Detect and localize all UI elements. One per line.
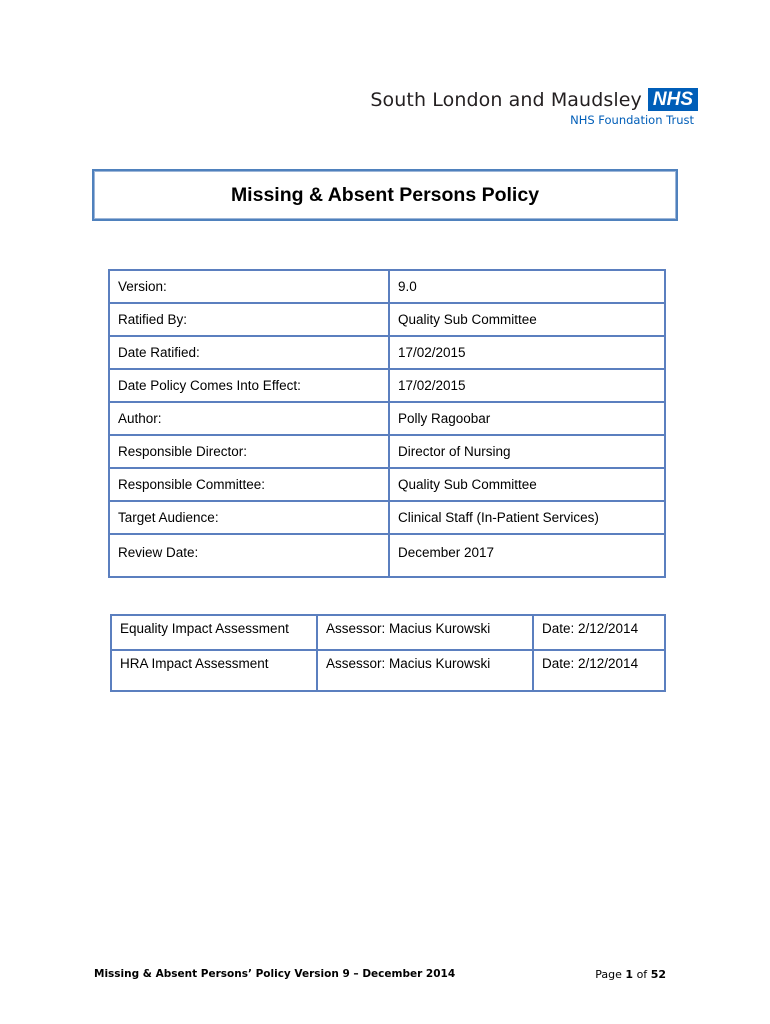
- row-label: Author:: [109, 402, 389, 435]
- row-label: Review Date:: [109, 534, 389, 577]
- impact-assessment-table: [110, 614, 666, 692]
- trust-logo: [370, 88, 698, 127]
- row-value: Quality Sub Committee: [389, 468, 665, 501]
- row-label: Ratified By:: [109, 303, 389, 336]
- table-row: [109, 270, 665, 303]
- logo-line: [370, 88, 698, 111]
- row-label: Date Policy Comes Into Effect:: [109, 369, 389, 402]
- assessment-date: Date: 2/12/2014: [533, 615, 665, 650]
- table-row: [109, 402, 665, 435]
- page-total: 52: [650, 968, 666, 981]
- row-label: Responsible Director:: [109, 435, 389, 468]
- assessment-date: Date: 2/12/2014: [533, 650, 665, 691]
- row-label: Version:: [109, 270, 389, 303]
- document-title: Missing & Absent Persons Policy: [230, 183, 540, 206]
- page-current: 1: [625, 968, 634, 981]
- table-row: [109, 435, 665, 468]
- nhs-logo-badge: NHS: [648, 88, 698, 111]
- row-value: 17/02/2015: [389, 369, 665, 402]
- row-value: Polly Ragoobar: [389, 402, 665, 435]
- row-value: Clinical Staff (In-Patient Services): [389, 501, 665, 534]
- table-row: [111, 615, 665, 650]
- row-value: December 2017: [389, 534, 665, 577]
- assessment-name: HRA Impact Assessment: [111, 650, 317, 691]
- page-word: Page: [595, 968, 622, 981]
- row-label: Date Ratified:: [109, 336, 389, 369]
- table-row: [111, 650, 665, 691]
- table-row: [109, 468, 665, 501]
- table-row: [109, 501, 665, 534]
- table-row: [109, 336, 665, 369]
- trust-subtitle: NHS Foundation Trust: [570, 113, 694, 127]
- row-label: Target Audience:: [109, 501, 389, 534]
- table-row: [109, 534, 665, 577]
- row-value: 17/02/2015: [389, 336, 665, 369]
- page-of: of: [636, 968, 648, 981]
- organisation-name: South London and Maudsley: [370, 88, 642, 111]
- row-label: Responsible Committee:: [109, 468, 389, 501]
- row-value: 9.0: [389, 270, 665, 303]
- table-row: [109, 369, 665, 402]
- page-footer: [94, 968, 666, 981]
- policy-info-table: [108, 269, 666, 578]
- table-row: [109, 303, 665, 336]
- row-value: Director of Nursing: [389, 435, 665, 468]
- page-number: [595, 968, 666, 981]
- row-value: Quality Sub Committee: [389, 303, 665, 336]
- assessment-name: Equality Impact Assessment: [111, 615, 317, 650]
- assessor: Assessor: Macius Kurowski: [317, 615, 533, 650]
- title-box: [92, 169, 678, 221]
- footer-document-info: Missing & Absent Persons’ Policy Version 9 – December 2014: [94, 968, 456, 980]
- assessor: Assessor: Macius Kurowski: [317, 650, 533, 691]
